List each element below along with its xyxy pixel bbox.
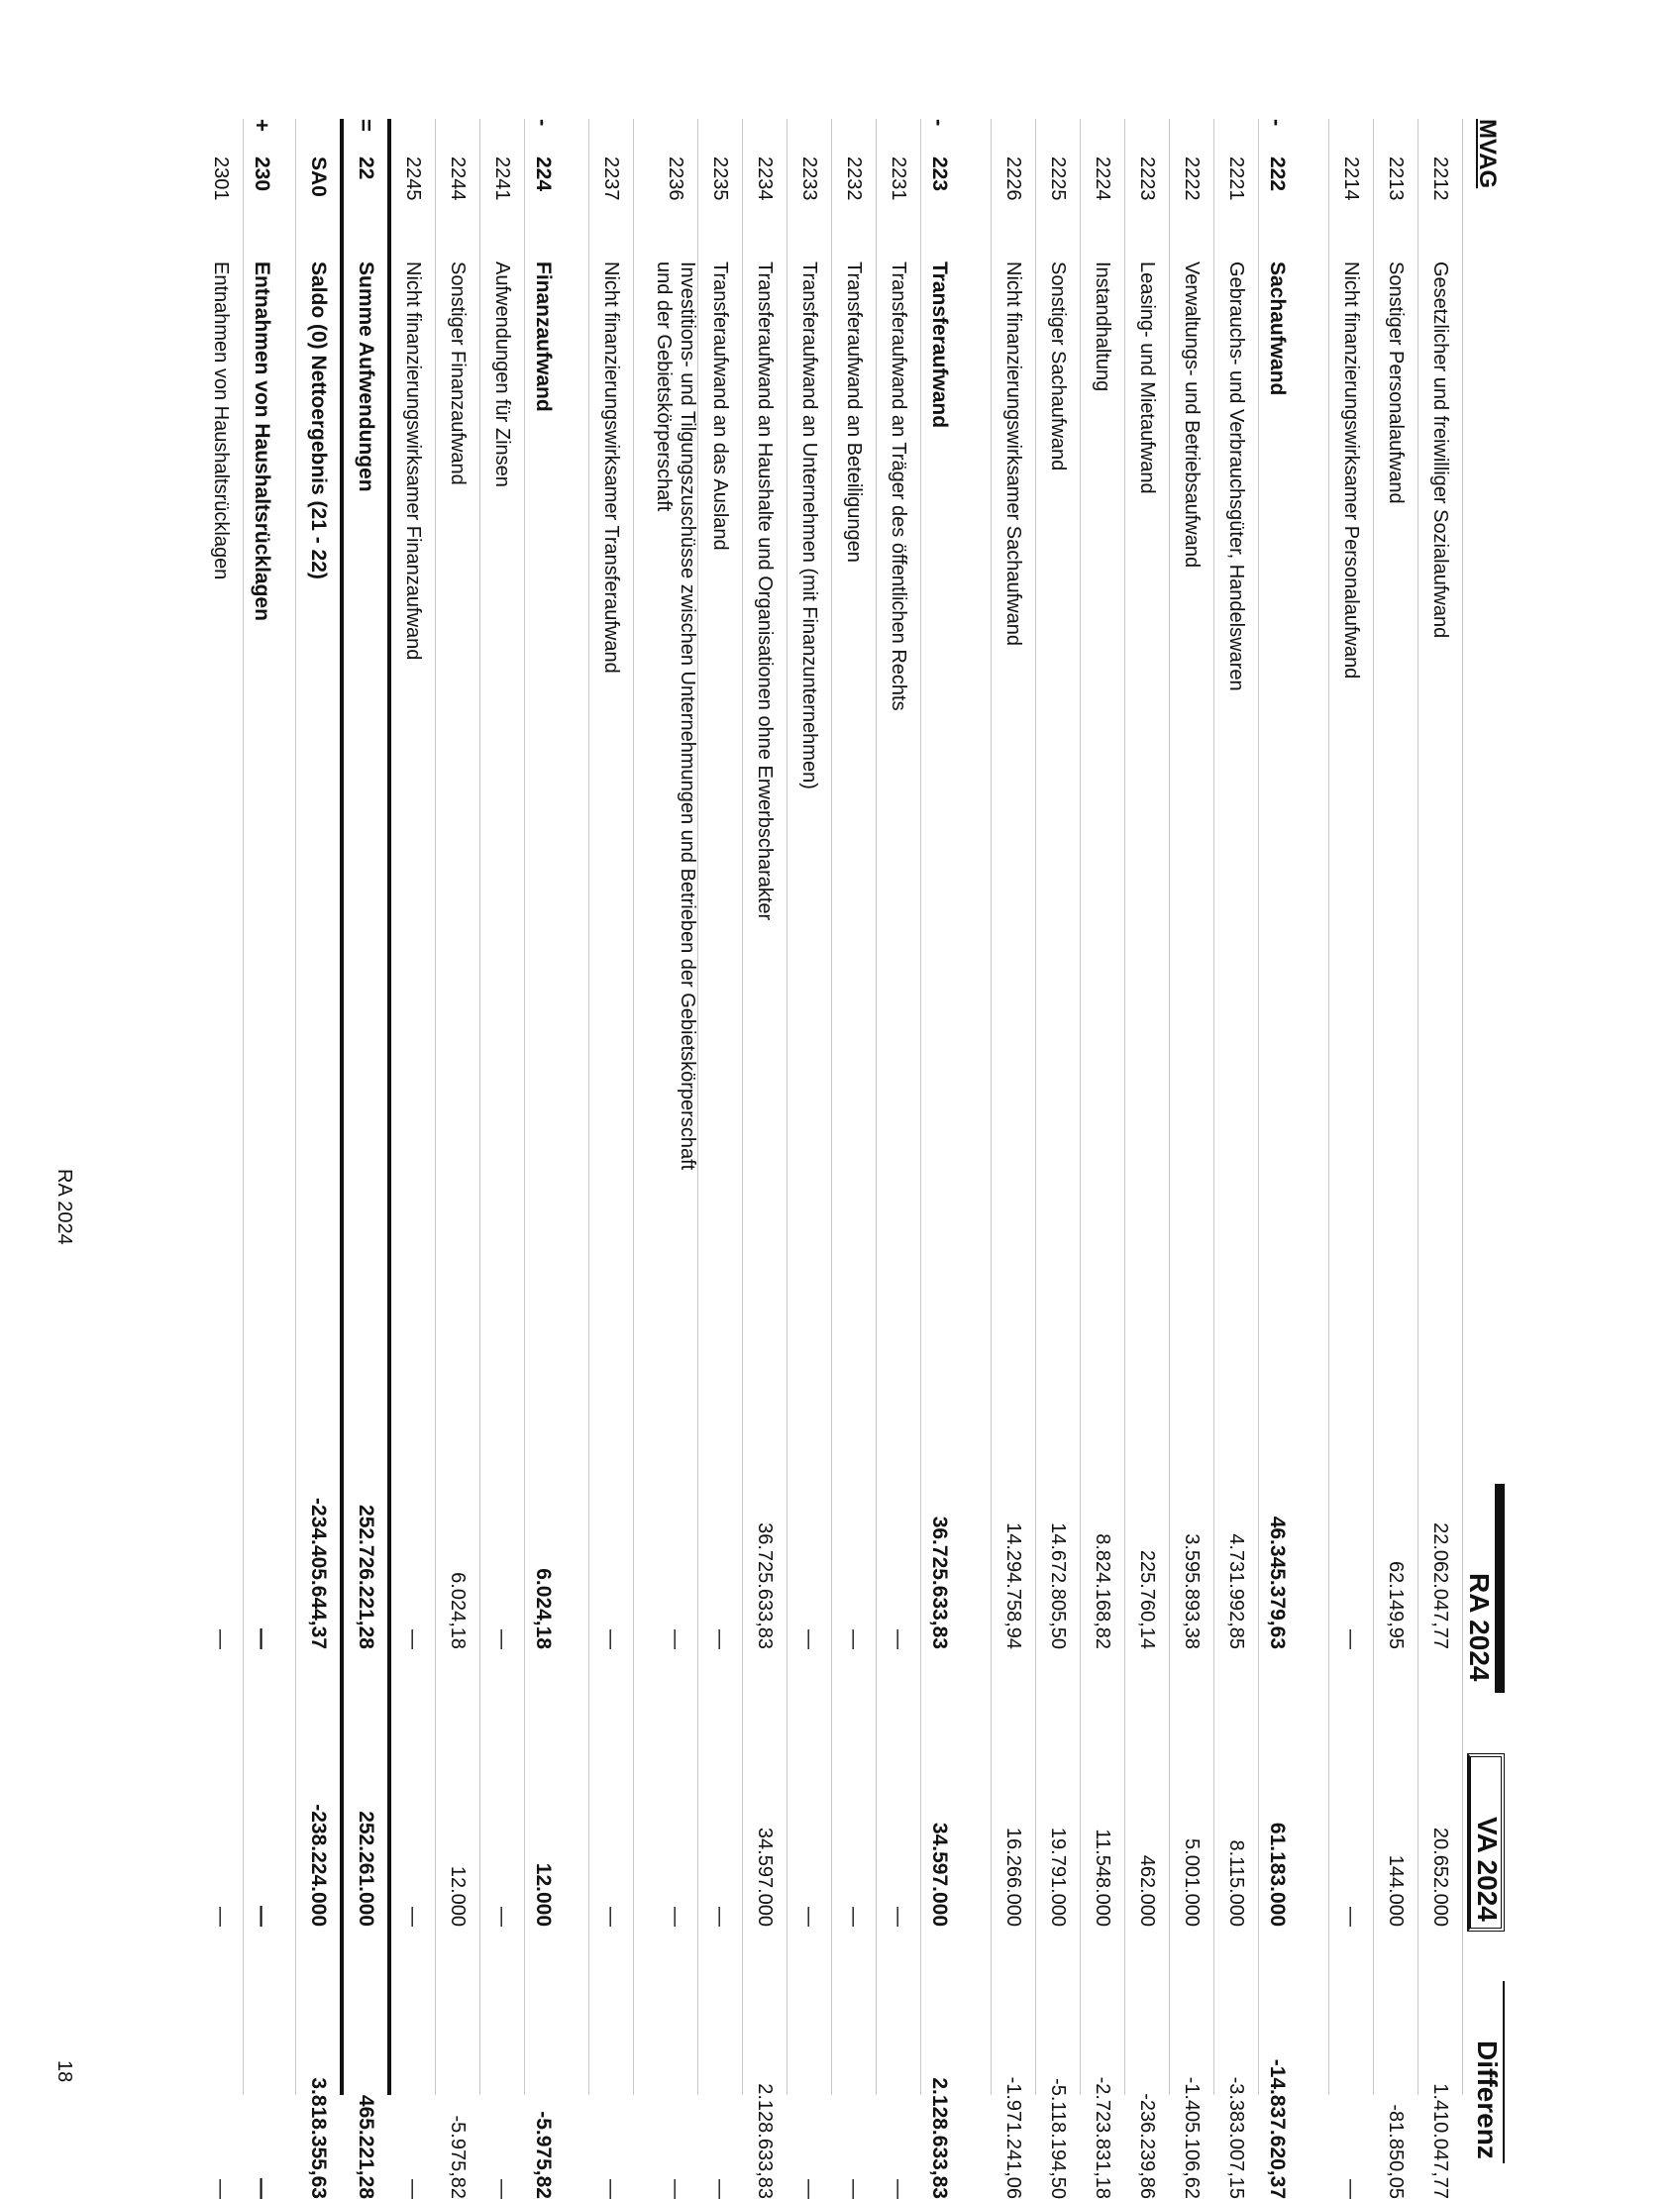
row-label: Instandhaltung [1092,262,1113,392]
row-label: Transferaufwand an Unternehmen (mit Finanzunternehmen) [798,262,820,789]
row-va-value: — [210,1907,232,1927]
budget-table [199,119,1507,2199]
row-va-value: 12.000 [532,1862,555,1927]
row-code: 2235 [709,157,731,201]
row-va-value: — [491,1907,513,1927]
row-code: 2213 [1385,157,1407,201]
row-diff-value: -3.383.007,15 [1225,2076,1247,2199]
table-row [436,119,480,2199]
table-row [244,119,296,2199]
row-ra-value: — [600,1629,622,1649]
table-row [698,119,743,2199]
row-diff-value: — [888,2179,909,2199]
table-row [877,119,921,2199]
row-diff-value: — [491,2179,513,2199]
row-va-value: 34.597.000 [928,1822,951,1927]
row-va-value: — [888,1907,909,1927]
row-code: 22 [355,157,377,180]
row-code: 230 [251,157,273,192]
row-diff-value: -5.118.194,50 [1047,2078,1069,2199]
row-diff-value: — [402,2179,424,2199]
row-label: Gesetzlicher und freiwilliger Sozialaufwand [1429,262,1451,639]
row-diff-value: — [210,2179,232,2199]
row-code: 2232 [843,157,865,201]
table-row [1374,119,1418,2199]
row-diff-value: -236.239,86 [1136,2093,1158,2199]
row-code: 2214 [1340,157,1362,201]
row-va-value: 144.000 [1385,1854,1407,1927]
row-code: 2301 [210,157,232,201]
row-code: 2236 [665,157,686,201]
row-va-value: — [600,1907,622,1927]
row-diff-value: — [1340,2179,1362,2199]
row-ra-value: 6.024,18 [532,1568,555,1649]
row-va-value: — [709,1907,731,1927]
row-label: Entnahmen von Haushaltsrücklagen [210,262,232,580]
row-label: Sachaufwand [1266,262,1289,396]
row-ra-value: — [798,1629,820,1649]
row-label: Sonstiger Personalaufwand [1385,262,1407,504]
row-ra-value: — [491,1629,513,1649]
row-label-continued: und der Gebietskörperschaft [653,262,675,512]
table-row [391,119,436,2199]
row-code: 224 [532,157,555,192]
row-sign: = [354,119,378,132]
row-diff-value: -5.975,82 [447,2115,469,2199]
row-label: Nicht finanzierungswirksamer Finanzaufwand [402,262,424,661]
row-label: Gebrauchs- und Verbrauchsgüter, Handelswaren [1225,262,1247,691]
row-label: Transferaufwand an Träger des öffentlichen Rechts [888,262,909,711]
row-label: Nicht finanzierungswirksamer Transferaufwand [600,262,622,674]
row-ra-value: 4.731.992,85 [1225,1533,1247,1649]
row-diff-value: 3.818.355,63 [307,2077,330,2199]
row-ra-value: 36.725.633,83 [754,1522,776,1649]
row-diff-value: -2.723.831,18 [1092,2076,1113,2199]
row-label: Sonstiger Sachaufwand [1047,262,1069,471]
table-row [992,119,1036,2199]
row-label: Leasing- und Mietaufwand [1136,262,1158,494]
row-label: Entnahmen von Haushaltsrücklagen [251,262,273,621]
row-ra-value: — [843,1629,865,1649]
row-label: Investitions- und Tilgungszuschüsse zwischen Unternehmungen und Betrieben der Gebietskörperschaft [677,262,698,1171]
row-ra-value: — [251,1628,273,1649]
row-label: Saldo (0) Nettoergebnis (21 - 22) [307,262,330,579]
row-ra-value: 252.726.221,28 [355,1505,377,1649]
row-diff-value: — [709,2179,731,2199]
row-code: 2224 [1092,157,1113,201]
row-ra-value: 62.149,95 [1385,1561,1407,1649]
row-va-value: 12.000 [447,1865,469,1927]
table-row [634,119,698,2199]
row-va-value: 11.548.000 [1092,1829,1113,1927]
row-code: 2222 [1181,157,1203,201]
row-ra-value: — [402,1629,424,1649]
row-va-value: 61.183.000 [1266,1822,1289,1927]
row-ra-value: — [665,1629,686,1649]
row-va-value: — [798,1907,820,1927]
row-label: Transferaufwand an das Ausland [709,262,731,551]
row-label: Transferaufwand [928,262,951,429]
table-row [296,119,344,2199]
row-code: 2233 [798,157,820,201]
row-ra-value: 36.725.633,83 [928,1516,951,1649]
row-ra-value: — [210,1629,232,1649]
row-ra-value: 14.672.805,50 [1047,1522,1069,1649]
header-ra-2024: RA 2024 [1461,1484,1505,1693]
row-diff-value: — [251,2178,273,2199]
row-diff-value: 1.410.047,77 [1429,2083,1451,2199]
table-row [921,119,992,2199]
row-sign: - [531,119,556,127]
row-diff-value: 465.221,28 [355,2094,377,2199]
header-mvag: MVAG [1474,119,1501,189]
row-code: 2231 [888,157,909,201]
row-va-value: 252.261.000 [355,1811,377,1927]
row-ra-value: — [888,1629,909,1649]
row-label: Summe Aufwendungen [355,262,377,492]
row-label: Sonstiger Finanzaufwand [447,262,469,485]
table-row [1214,119,1259,2199]
row-ra-value: 6.024,18 [447,1572,469,1649]
row-label: Nicht finanzierungswirksamer Personalaufwand [1340,262,1362,680]
row-va-value: 34.597.000 [754,1827,776,1927]
row-va-value: — [1340,1907,1362,1927]
row-va-value: 16.266.000 [1002,1827,1024,1927]
row-code: 2226 [1002,157,1024,201]
row-diff-value: — [600,2179,622,2199]
row-label: Verwaltungs- und Betriebsaufwand [1181,262,1203,569]
row-sign: - [1265,119,1290,127]
table-header [1463,119,1507,2159]
row-label: Finanzaufwand [532,262,555,412]
row-ra-value: — [1340,1629,1362,1649]
row-va-value: 19.791.000 [1047,1827,1069,1927]
row-code: 2221 [1225,157,1247,201]
row-code: 2244 [447,157,469,201]
row-ra-value: -234.405.644,37 [307,1498,330,1649]
row-label: Transferaufwand an Haushalte und Organisationen ohne Erwerbscharakter [754,262,776,921]
row-code: 2234 [754,157,776,201]
row-va-value: 462.000 [1136,1854,1158,1927]
row-diff-value: -81.850,05 [1385,2104,1407,2199]
row-va-value: — [665,1907,686,1927]
row-va-value: 5.001.000 [1181,1838,1203,1927]
row-diff-value: -1.971.241,06 [1002,2076,1024,2199]
row-va-value: — [251,1906,273,1927]
row-diff-value: -14.837.620,37 [1266,2058,1289,2199]
table-row [788,119,832,2199]
footer-report-label: RA 2024 [53,1169,75,1245]
row-code: 2241 [491,157,513,201]
row-diff-value: -5.975,82 [532,2111,555,2199]
table-row [832,119,877,2199]
row-va-value: 8.115.000 [1225,1839,1247,1927]
table-row [1329,119,1374,2199]
row-diff-value: — [798,2179,820,2199]
row-va-value: 20.652.000 [1429,1827,1451,1927]
table-row [1418,119,1463,2199]
row-label: Aufwendungen für Zinsen [491,262,513,487]
row-sign: + [250,119,274,132]
row-va-value: -238.224.000 [307,1804,330,1927]
table-row [1036,119,1081,2199]
table-row [480,119,525,2199]
row-diff-value: 2.128.633,83 [928,2077,951,2199]
table-row [1081,119,1125,2199]
row-ra-value: — [709,1629,731,1649]
header-va-2024: VA 2024 [1467,1753,1505,1932]
table-row [589,119,634,2199]
table-row [525,119,589,2199]
row-code: 223 [928,157,951,192]
table-body [199,119,1463,2199]
row-code: 2225 [1047,157,1069,201]
table-row [344,119,391,2199]
row-code: 222 [1266,157,1289,192]
row-ra-value: 14.294.758,94 [1002,1522,1024,1649]
table-row [199,119,244,2199]
row-va-value: — [843,1907,865,1927]
row-code: 2223 [1136,157,1158,201]
row-diff-value: -1.405.106,62 [1181,2076,1203,2199]
table-row [1125,119,1170,2199]
row-ra-value: 22.062.047,77 [1429,1522,1451,1649]
table-row [1170,119,1214,2199]
row-sign: - [927,119,952,127]
row-ra-value: 225.760,14 [1136,1549,1158,1649]
row-code: 2212 [1429,157,1451,201]
row-code: 2245 [402,157,424,201]
row-label: Transferaufwand an Beteiligungen [843,262,865,563]
row-va-value: — [402,1907,424,1927]
table-row [743,119,788,2199]
row-ra-value: 3.595.893,38 [1181,1533,1203,1649]
table-row [1259,119,1329,2199]
row-label: Nicht finanzierungswirksamer Sachaufwand [1002,262,1024,646]
footer-page-number: 18 [53,2060,75,2083]
row-ra-value: 46.345.379,63 [1266,1516,1289,1649]
row-code: 2237 [600,157,622,201]
row-ra-value: 8.824.168,82 [1092,1533,1113,1649]
row-diff-value: 2.128.633,83 [754,2083,776,2199]
header-differenz: Differenz [1469,1981,1505,2163]
row-diff-value: — [843,2179,865,2199]
row-code: SA0 [307,157,330,197]
row-diff-value: — [665,2179,686,2199]
